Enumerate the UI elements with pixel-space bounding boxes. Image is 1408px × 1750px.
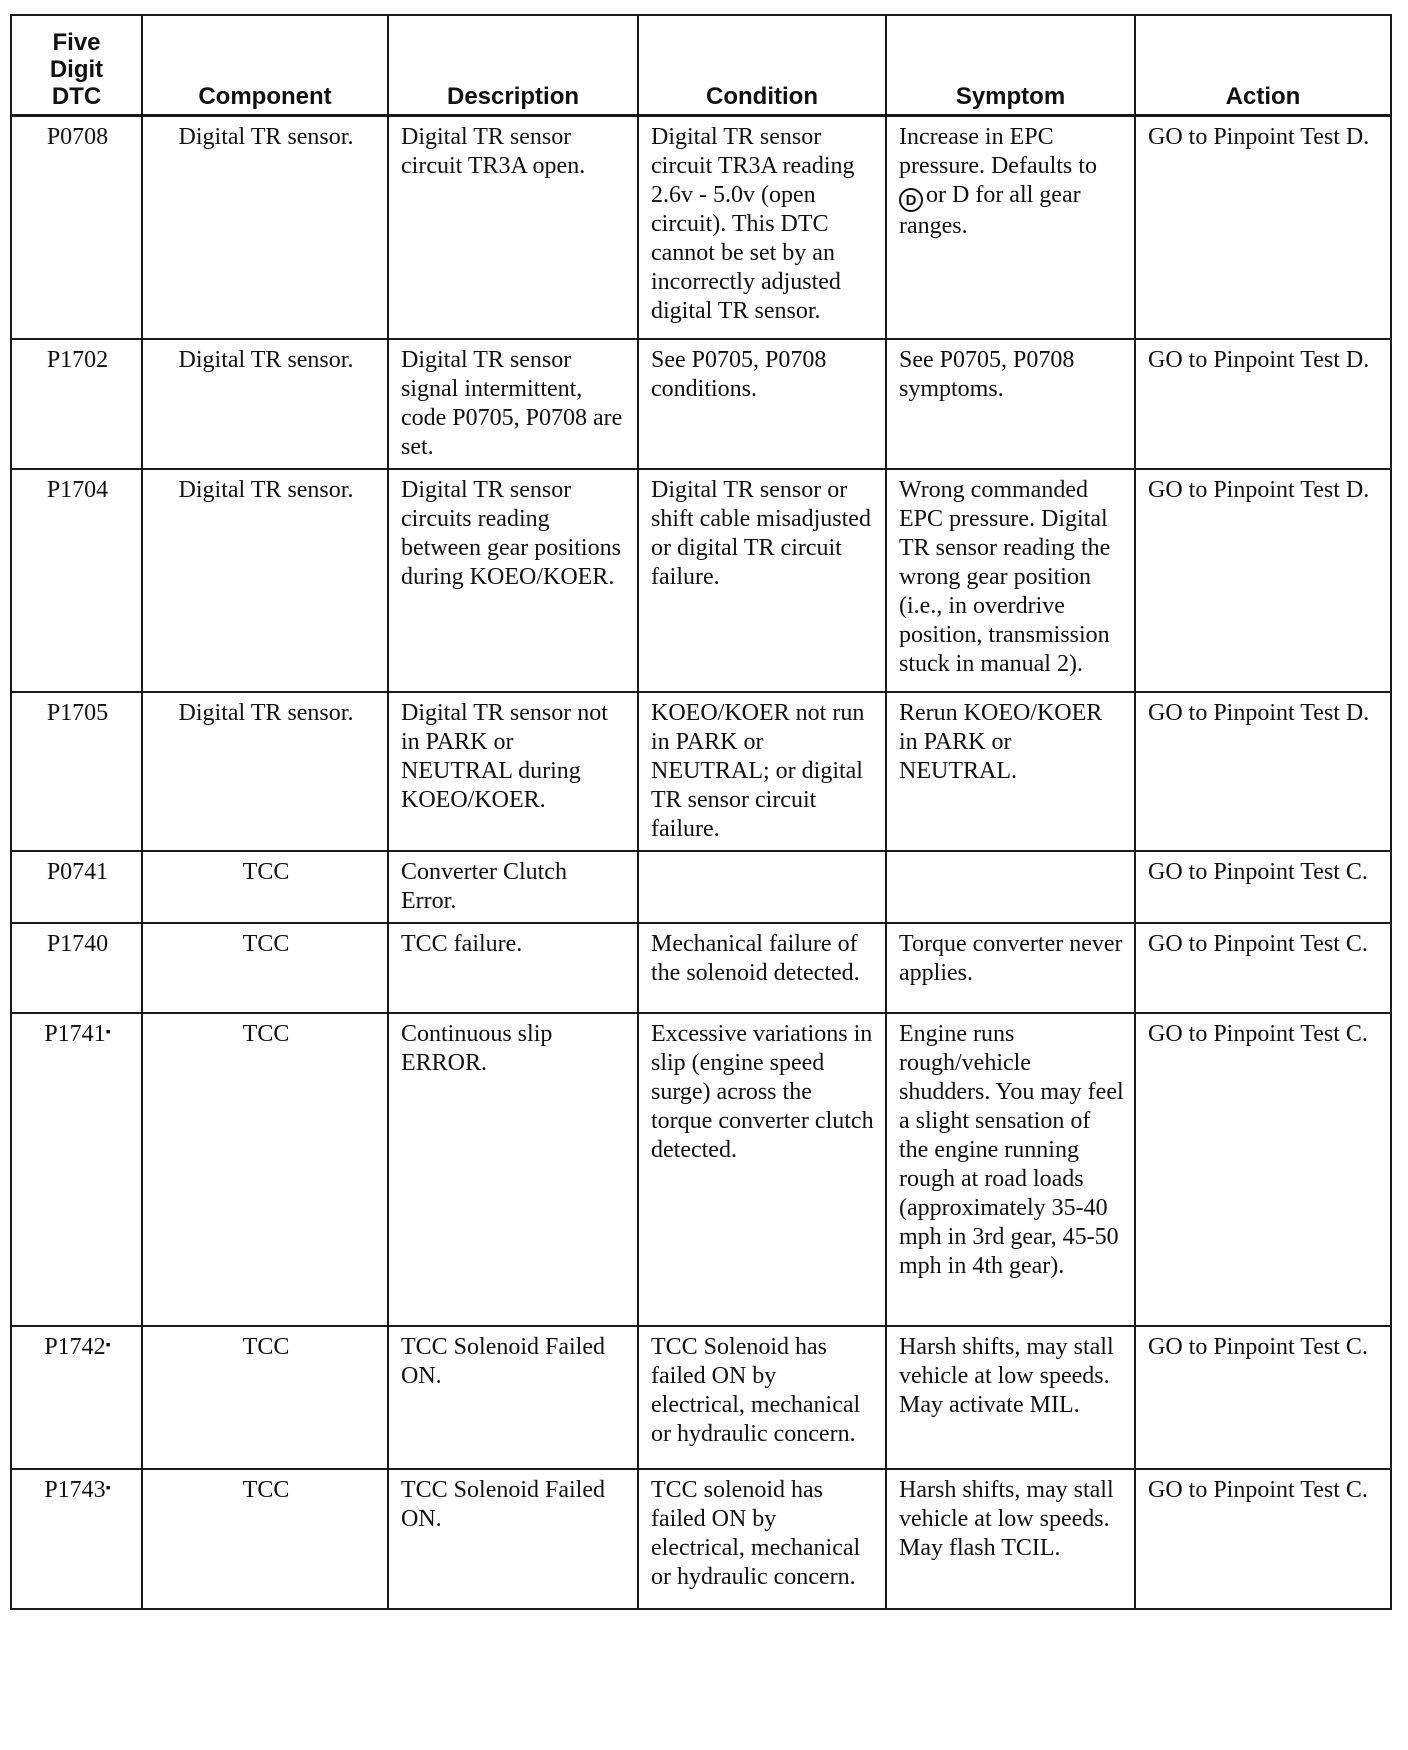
dtc-table-page (10, 14, 1390, 1738)
action-cell: GO to Pinpoint Test D. (1135, 469, 1391, 692)
header-dtc-line1: Five (52, 28, 101, 56)
table-row (11, 339, 1391, 469)
overdrive-circle-d-icon: D (899, 188, 923, 212)
dtc-code-cell (11, 1013, 142, 1326)
condition-cell: Mechanical failure of the solenoid detected. (638, 923, 886, 1013)
condition-cell: Excessive variations in slip (engine speed surge) across the torque converter clutch detected. (638, 1013, 886, 1326)
condition-cell: KOEO/KOER not run in PARK or NEUTRAL; or digital TR sensor circuit failure. (638, 692, 886, 851)
symptom-cell: Wrong commanded EPC pressure. Digital TR sensor reading the wrong gear position (i.e., in overdrive position, transmission stuck in manual 2). (886, 469, 1135, 692)
dtc-code: P1740 (46, 931, 109, 957)
dtc-code: P1702 (46, 347, 109, 373)
symptom-text-start: Increase in EPC pressure. Defaults to (899, 123, 1097, 179)
header-symptom: Symptom (886, 15, 1135, 115)
component-cell: TCC (142, 851, 388, 923)
dtc-code-cell (11, 339, 142, 469)
dtc-table (10, 14, 1392, 1610)
header-dtc-line2: Digit (49, 55, 104, 83)
symptom-cell (886, 115, 1135, 339)
component-cell: TCC (142, 923, 388, 1013)
condition-cell: Digital TR sensor or shift cable misadjusted or digital TR circuit failure. (638, 469, 886, 692)
header-component: Component (142, 15, 388, 115)
dtc-code: P1704 (46, 477, 109, 503)
dtc-code-cell (11, 1326, 142, 1469)
symptom-cell: Engine runs rough/vehicle shudders. You may feel a slight sensation of the engine running rough at road loads (approximately 35-40 mph in 3rd gear, 45-50 mph in 4th gear). (886, 1013, 1135, 1326)
dtc-code-cell (11, 923, 142, 1013)
description-cell: TCC Solenoid Failed ON. (388, 1469, 638, 1609)
footnote-marker: ▪ (105, 1338, 111, 1353)
table-row (11, 923, 1391, 1013)
action-cell: GO to Pinpoint Test D. (1135, 115, 1391, 339)
footnote-marker: ▪ (105, 1025, 111, 1040)
table-row (11, 692, 1391, 851)
condition-cell: See P0705, P0708 conditions. (638, 339, 886, 469)
description-cell: Digital TR sensor circuit TR3A open. (388, 115, 638, 339)
dtc-code: P0741 (46, 859, 109, 885)
dtc-code: P0708 (46, 123, 109, 150)
description-cell: Digital TR sensor not in PARK or NEUTRAL during KOEO/KOER. (388, 692, 638, 851)
dtc-code-cell (11, 692, 142, 851)
description-cell: Digital TR sensor signal intermittent, code P0705, P0708 are set. (388, 339, 638, 469)
condition-cell: TCC Solenoid has failed ON by electrical, mechanical or hydraulic concern. (638, 1326, 886, 1469)
table-row (11, 1469, 1391, 1609)
action-cell: GO to Pinpoint Test D. (1135, 692, 1391, 851)
dtc-code-cell (11, 1469, 142, 1609)
component-cell: Digital TR sensor. (142, 115, 388, 339)
dtc-code-cell (11, 115, 142, 339)
header-action: Action (1135, 15, 1391, 115)
dtc-code: P1743 (44, 1477, 106, 1503)
header-description: Description (388, 15, 638, 115)
action-cell: GO to Pinpoint Test C. (1135, 1013, 1391, 1326)
table-row (11, 115, 1391, 339)
component-cell: TCC (142, 1013, 388, 1326)
dtc-code-cell (11, 851, 142, 923)
component-cell: TCC (142, 1469, 388, 1609)
symptom-cell: Torque converter never applies. (886, 923, 1135, 1013)
symptom-cell: See P0705, P0708 symptoms. (886, 339, 1135, 469)
table-row (11, 1013, 1391, 1326)
dtc-code: P1741 (44, 1021, 106, 1047)
action-cell: GO to Pinpoint Test C. (1135, 851, 1391, 923)
action-cell: GO to Pinpoint Test D. (1135, 339, 1391, 469)
description-cell: Converter Clutch Error. (388, 851, 638, 923)
action-cell: GO to Pinpoint Test C. (1135, 1469, 1391, 1609)
component-cell: Digital TR sensor. (142, 692, 388, 851)
header-five-digit-dtc (11, 15, 142, 115)
component-cell: TCC (142, 1326, 388, 1469)
header-condition: Condition (638, 15, 886, 115)
symptom-cell: Harsh shifts, may stall vehicle at low speeds. May flash TCIL. (886, 1469, 1135, 1609)
symptom-text-end: or D for all gear ranges. (899, 181, 1081, 239)
table-header-row (11, 15, 1391, 115)
symptom-cell: Rerun KOEO/KOER in PARK or NEUTRAL. (886, 692, 1135, 851)
dtc-code-cell (11, 469, 142, 692)
description-cell: TCC failure. (388, 923, 638, 1013)
dtc-code: P1705 (46, 700, 109, 726)
component-cell: Digital TR sensor. (142, 469, 388, 692)
table-row (11, 1326, 1391, 1469)
symptom-cell (886, 851, 1135, 923)
footnote-marker: ▪ (105, 1481, 111, 1496)
table-row (11, 469, 1391, 692)
condition-cell: Digital TR sensor circuit TR3A reading 2.6v - 5.0v (open circuit). This DTC cannot be set by an incorrectly adjusted digital TR sensor. (638, 115, 886, 339)
symptom-cell: Harsh shifts, may stall vehicle at low speeds. May activate MIL. (886, 1326, 1135, 1469)
action-cell: GO to Pinpoint Test C. (1135, 923, 1391, 1013)
dtc-code: P1742 (44, 1334, 106, 1360)
description-cell: Continuous slip ERROR. (388, 1013, 638, 1326)
condition-cell: TCC solenoid has failed ON by electrical, mechanical or hydraulic concern. (638, 1469, 886, 1609)
action-cell: GO to Pinpoint Test C. (1135, 1326, 1391, 1469)
description-cell: Digital TR sensor circuits reading between gear positions during KOEO/KOER. (388, 469, 638, 692)
component-cell: Digital TR sensor. (142, 339, 388, 469)
condition-cell (638, 851, 886, 923)
description-cell: TCC Solenoid Failed ON. (388, 1326, 638, 1469)
table-row (11, 851, 1391, 923)
header-dtc-line3: DTC (51, 82, 102, 110)
